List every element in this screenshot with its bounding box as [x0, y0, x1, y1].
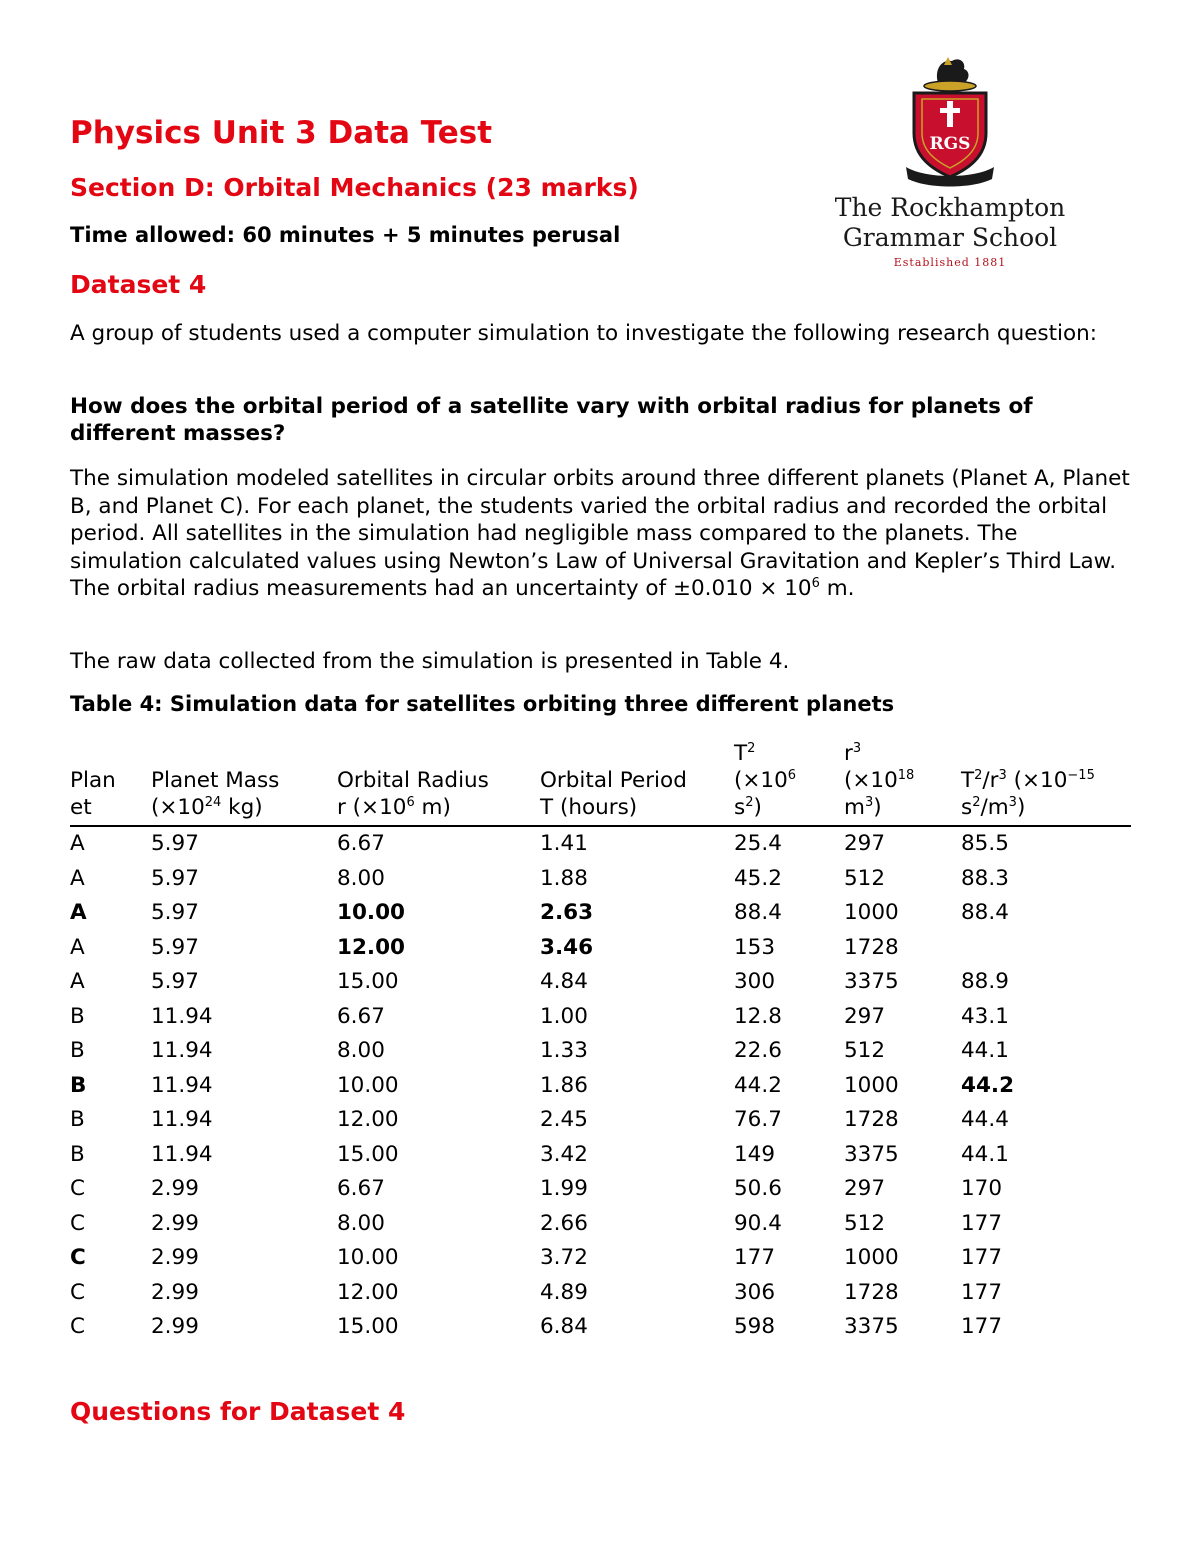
table-row	[70, 896, 1131, 931]
header-ratio: $T^2/r^3$ ($\times 10^{-15}$ $s^2/m^3$)	[961, 740, 1131, 826]
table-header-row	[70, 740, 1131, 826]
cell-period: 2.45	[540, 1107, 588, 1132]
intro-paragraph: A group of students used a computer simulation to investigate the following research question:	[70, 321, 1098, 346]
cell-mass: 11.94	[151, 1003, 213, 1029]
section-heading: Section D: Orbital Mechanics (23 marks)	[70, 173, 639, 202]
school-crest-icon	[900, 55, 1000, 190]
dataset-heading: Dataset 4	[70, 270, 207, 299]
cell-mass: 5.97	[151, 865, 199, 891]
raw-data-note: The raw data collected from the simulation is presented in Table 4.	[70, 649, 790, 674]
cell-ratio: 44.1	[961, 1038, 1009, 1063]
cell-mass: 2.99	[151, 1176, 199, 1201]
cell-planet: A	[70, 969, 85, 994]
cell-t2: 90.4	[734, 1210, 782, 1236]
cell-radius: 12.00	[337, 934, 406, 960]
cell-mass: 5.97	[151, 831, 199, 856]
cell-ratio: 44.2	[961, 1072, 1015, 1098]
table-row	[70, 965, 1131, 1000]
header-mass: Planet Mass ($\times 10^{24}$ kg)	[151, 740, 337, 826]
cell-mass: 2.99	[151, 1245, 199, 1270]
table-row	[70, 1172, 1131, 1207]
cell-t2: 88.4	[734, 900, 782, 925]
cell-period: 3.72	[540, 1245, 588, 1270]
cell-r3: 297	[844, 1003, 886, 1029]
cell-mass: 11.94	[151, 1038, 213, 1063]
cell-ratio: 43.1	[961, 1003, 1009, 1029]
cell-planet: A	[70, 934, 85, 960]
cell-ratio: 177	[961, 1210, 1003, 1236]
cell-ratio: 85.5	[961, 831, 1009, 856]
cell-ratio: 44.1	[961, 1141, 1009, 1167]
cell-t2: 300	[734, 969, 776, 994]
cell-period: 4.89	[540, 1279, 588, 1305]
cell-t2: 45.2	[734, 865, 782, 891]
cell-r3: 512	[844, 865, 886, 891]
cell-r3: 1000	[844, 1245, 899, 1270]
cell-planet: B	[70, 1072, 87, 1098]
header-r-cubed: $r^3$ ($\times 10^{18}$ $m^3$)	[844, 740, 961, 826]
cell-r3: 3375	[844, 969, 899, 994]
cell-ratio: 170	[961, 1176, 1003, 1201]
cell-period: 1.33	[540, 1038, 588, 1063]
header-period: Orbital Period T (hours)	[540, 740, 734, 826]
cell-ratio	[961, 931, 1131, 966]
table-row	[70, 1069, 1131, 1104]
cell-r3: 1000	[844, 1072, 899, 1098]
description-paragraph: The simulation modeled satellites in circular orbits around three different planets (Planet A, Planet B, and Planet C). For each planet, the students varied the orbital radius and recorded the orbital period. All satellites in the simulation had negligible mass compared to the planets. The simulation calculated values using Newton’s Law of Universal Gravitation and Kepler’s Third Law. The orbital radius measurements had an uncertainty of $\pm 0.010 \times 10^6$ m.	[70, 466, 1130, 601]
header-planet: Plan et	[70, 740, 151, 826]
cell-ratio: 44.4	[961, 1107, 1009, 1132]
cell-t2: 598	[734, 1314, 776, 1339]
cell-period: 1.00	[540, 1003, 588, 1029]
cell-r3: 1728	[844, 1107, 899, 1132]
cell-radius: 10.00	[337, 1072, 399, 1098]
cell-r3: 297	[844, 1176, 886, 1201]
cell-radius: 6.67	[337, 1003, 385, 1029]
research-question: How does the orbital period of a satellite vary with orbital radius for planets of different masses?	[70, 394, 1033, 446]
cell-ratio: 88.3	[961, 865, 1009, 891]
cell-planet: B	[70, 1107, 85, 1132]
cell-planet: A	[70, 831, 85, 856]
cell-planet: A	[70, 865, 85, 891]
cell-mass: 11.94	[151, 1072, 213, 1098]
table-caption: Table 4: Simulation data for satellites orbiting three different planets	[70, 692, 895, 716]
cell-period: 2.66	[540, 1210, 588, 1236]
cell-radius: 8.00	[337, 1210, 385, 1236]
cell-radius: 6.67	[337, 1176, 385, 1201]
cell-planet: C	[70, 1210, 86, 1236]
cell-mass: 2.99	[151, 1279, 199, 1305]
cell-radius: 12.00	[337, 1279, 399, 1305]
cell-radius: 10.00	[337, 900, 406, 925]
cell-ratio: 88.4	[961, 900, 1009, 925]
table-row	[70, 1276, 1131, 1311]
cell-t2: 76.7	[734, 1107, 782, 1132]
cell-period: 1.99	[540, 1176, 588, 1201]
cell-radius: 15.00	[337, 1314, 399, 1339]
cell-r3: 1728	[844, 1279, 899, 1305]
cell-mass: 5.97	[151, 900, 199, 925]
page-title: Physics Unit 3 Data Test	[70, 115, 493, 151]
cell-planet: C	[70, 1245, 86, 1270]
cell-ratio: 177	[961, 1245, 1003, 1270]
cell-mass: 2.99	[151, 1314, 199, 1339]
cell-radius: 12.00	[337, 1107, 399, 1132]
cell-r3: 512	[844, 1038, 886, 1063]
cell-period: 1.88	[540, 865, 588, 891]
cell-mass: 5.97	[151, 934, 199, 960]
table-row	[70, 1103, 1131, 1138]
established-text: Established 1881	[893, 256, 1007, 269]
cell-planet: B	[70, 1141, 85, 1167]
questions-heading: Questions for Dataset 4	[70, 1397, 406, 1426]
table-row	[70, 1207, 1131, 1242]
cell-radius: 6.67	[337, 831, 385, 856]
cell-radius: 8.00	[337, 865, 385, 891]
cell-period: 2.63	[540, 900, 594, 925]
cell-ratio: 177	[961, 1314, 1003, 1339]
cell-t2: 22.6	[734, 1038, 782, 1063]
cell-mass: 5.97	[151, 969, 199, 994]
cell-period: 4.84	[540, 969, 588, 994]
time-allowed: Time allowed: 60 minutes + 5 minutes perusal	[70, 223, 621, 247]
cell-t2: 177	[734, 1245, 776, 1270]
cell-radius: 15.00	[337, 1141, 399, 1167]
school-name: The Rockhampton Grammar School	[834, 193, 1066, 252]
svg-text:RGS: RGS	[929, 134, 971, 154]
cell-ratio: 177	[961, 1279, 1003, 1305]
school-logo	[830, 55, 1070, 275]
cell-t2: 149	[734, 1141, 776, 1167]
cell-period: 3.46	[540, 934, 594, 960]
cell-radius: 10.00	[337, 1245, 399, 1270]
cell-planet: C	[70, 1314, 86, 1339]
cell-radius: 8.00	[337, 1038, 385, 1063]
cell-r3: 512	[844, 1210, 886, 1236]
cell-r3: 3375	[844, 1314, 899, 1339]
table-row	[70, 931, 1131, 966]
cell-period: 1.41	[540, 831, 588, 856]
cell-period: 6.84	[540, 1314, 588, 1339]
header-radius: Orbital Radius r ($\times 10^6$ m)	[337, 740, 540, 826]
cell-t2: 44.2	[734, 1072, 782, 1098]
cell-period: 3.42	[540, 1141, 588, 1167]
table-row	[70, 1000, 1131, 1035]
table-row	[70, 1034, 1131, 1069]
table-row	[70, 1241, 1131, 1276]
cell-radius: 15.00	[337, 969, 399, 994]
cell-planet: C	[70, 1279, 86, 1305]
cell-t2: 25.4	[734, 831, 782, 856]
cell-r3: 1728	[844, 934, 899, 960]
header-t-squared: $T^2$ ($\times 10^6$ $s^2$)	[734, 740, 844, 826]
cell-planet: B	[70, 1038, 85, 1063]
cell-ratio: 88.9	[961, 969, 1009, 994]
table-row	[70, 1138, 1131, 1173]
cell-planet: B	[70, 1003, 85, 1029]
table-row	[70, 1310, 1131, 1345]
table-row	[70, 862, 1131, 897]
cell-r3: 1000	[844, 900, 899, 925]
cell-mass: 11.94	[151, 1141, 213, 1167]
cell-r3: 297	[844, 831, 886, 856]
table-row	[70, 826, 1131, 862]
cell-period: 1.86	[540, 1072, 588, 1098]
cell-mass: 11.94	[151, 1107, 213, 1132]
cell-r3: 3375	[844, 1141, 899, 1167]
cell-t2: 50.6	[734, 1176, 782, 1201]
cell-planet: C	[70, 1176, 86, 1201]
cell-planet: A	[70, 900, 87, 925]
cell-mass: 2.99	[151, 1210, 199, 1236]
cell-t2: 306	[734, 1279, 776, 1305]
data-table	[70, 740, 1131, 1345]
cell-t2: 153	[734, 934, 776, 960]
cell-t2: 12.8	[734, 1003, 782, 1029]
